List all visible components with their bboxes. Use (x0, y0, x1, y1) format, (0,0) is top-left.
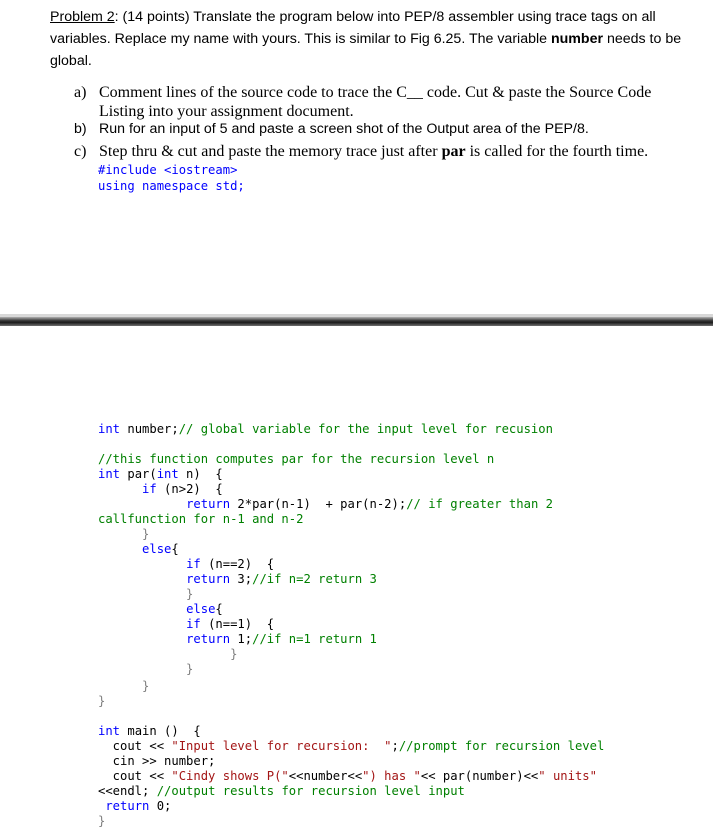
code-token: ; (391, 739, 399, 753)
task-item-label: a) (74, 84, 87, 101)
code-token: //this function computes par for the recursion level n (98, 452, 495, 466)
task-item-label: b) (74, 121, 87, 137)
code-token: int (156, 467, 179, 481)
code-line (98, 784, 465, 798)
task-item-b (74, 121, 694, 141)
code-token: <<endl; (98, 784, 157, 798)
code-token: 3; (230, 572, 253, 586)
code-line (98, 799, 171, 813)
code-line (98, 422, 553, 436)
code-token: // if greater than 2 (406, 497, 553, 511)
code-token: return (186, 632, 231, 646)
code-line (98, 647, 237, 661)
code-line (98, 724, 201, 738)
code-token (98, 542, 142, 556)
code-token: //if n=1 return 1 (252, 632, 377, 646)
code-token: return (186, 497, 231, 511)
code-token: return (105, 799, 150, 813)
code-token: // global variable for the input level for recusion (178, 422, 553, 436)
code-line (98, 163, 237, 177)
code-token: //output results for recursion level input (156, 784, 465, 798)
code-token: } (98, 527, 150, 541)
code-line (98, 632, 377, 646)
code-token: } (98, 647, 238, 661)
code-token: cout << (98, 769, 172, 783)
code-line (98, 452, 494, 466)
code-line (98, 814, 105, 828)
task-item-label: c) (74, 143, 87, 160)
code-token: } (98, 694, 106, 708)
task-item-a (74, 84, 694, 124)
code-line (98, 694, 105, 708)
code-token (98, 497, 186, 511)
task-item-text: Step thru & cut and paste the memory trace just after par is called for the fourth time. (99, 143, 649, 160)
code-line (98, 467, 223, 481)
task-item-c (74, 143, 694, 163)
code-token: <<number<< (288, 769, 363, 783)
code-token: if (186, 617, 201, 631)
code-token: //prompt for recursion level (398, 739, 605, 753)
code-token: " units" (538, 769, 597, 783)
code-line (98, 662, 193, 676)
code-token: n) { (178, 467, 223, 481)
code-token: { (215, 602, 223, 616)
code-token (98, 632, 186, 646)
code-line (98, 739, 604, 753)
code-line (98, 179, 245, 193)
code-token: << par(number)<< (420, 769, 539, 783)
code-token: (n==2) { (200, 557, 275, 571)
problem-bold-word: number (550, 31, 603, 47)
problem-text: : (14 points) Translate the program below into PEP/8 assembler using trace tags on all variables. Replace my name with yours. This is similar to Fig 6.25. The variable (50, 9, 656, 47)
code-token: } (98, 587, 194, 601)
code-line (98, 617, 274, 631)
code-line (98, 769, 597, 783)
code-token: } (98, 679, 150, 693)
code-token: callfunction for n-1 and n-2 (98, 512, 304, 526)
code-token: 2*par(n-1) + par(n-2); (230, 497, 407, 511)
code-token: //if n=2 return 3 (252, 572, 377, 586)
code-token: using namespace std; (98, 179, 245, 193)
code-line (98, 572, 377, 586)
problem-label: Problem 2 (50, 9, 115, 25)
code-token: cin >> number; (98, 754, 216, 768)
code-token: "Input level for recursion: " (171, 739, 392, 753)
code-token: } (98, 662, 194, 676)
code-token: int (98, 467, 121, 481)
code-token: if (142, 482, 157, 496)
code-token: number; (120, 422, 179, 436)
code-token: (n>2) { (156, 482, 223, 496)
code-line (98, 497, 553, 511)
code-token: int (98, 724, 121, 738)
code-token: "Cindy shows P(" (171, 769, 289, 783)
code-token: return (186, 572, 231, 586)
code-token: 1; (230, 632, 253, 646)
code-token: 0; (149, 799, 172, 813)
code-line (98, 527, 149, 541)
code-token: par( (120, 467, 157, 481)
code-line (98, 557, 274, 571)
code-line (98, 602, 223, 616)
code-token: ") has " (362, 769, 421, 783)
code-token: else (142, 542, 172, 556)
problem-statement (50, 6, 690, 72)
code-token (98, 617, 186, 631)
code-token: (n==1) { (200, 617, 275, 631)
code-token: cout << (98, 739, 172, 753)
code-token (98, 602, 186, 616)
page-break-divider (0, 317, 713, 326)
code-token: else (186, 602, 216, 616)
code-token (98, 557, 186, 571)
code-token: if (186, 557, 201, 571)
code-token (98, 572, 186, 586)
code-token: main () { (120, 724, 201, 738)
code-token: { (171, 542, 179, 556)
code-token: } (98, 814, 106, 828)
code-line (98, 587, 193, 601)
code-line (98, 679, 149, 693)
code-token: int (98, 422, 121, 436)
code-line (98, 512, 303, 526)
task-item-text: Run for an input of 5 and paste a screen shot of the Output area of the PEP/8. (99, 121, 589, 137)
code-line (98, 482, 223, 496)
code-token (98, 482, 142, 496)
problem-text-after: needs to be global. (50, 31, 682, 69)
task-item-text-line1: Comment lines of the source code to trace the C__ code. Cut & paste the Source Code (99, 84, 652, 101)
code-line (98, 754, 215, 768)
code-line (98, 542, 179, 556)
code-token: #include <iostream> (98, 163, 238, 177)
task-item-text-line2: Listing into your assignment document. (99, 103, 354, 120)
